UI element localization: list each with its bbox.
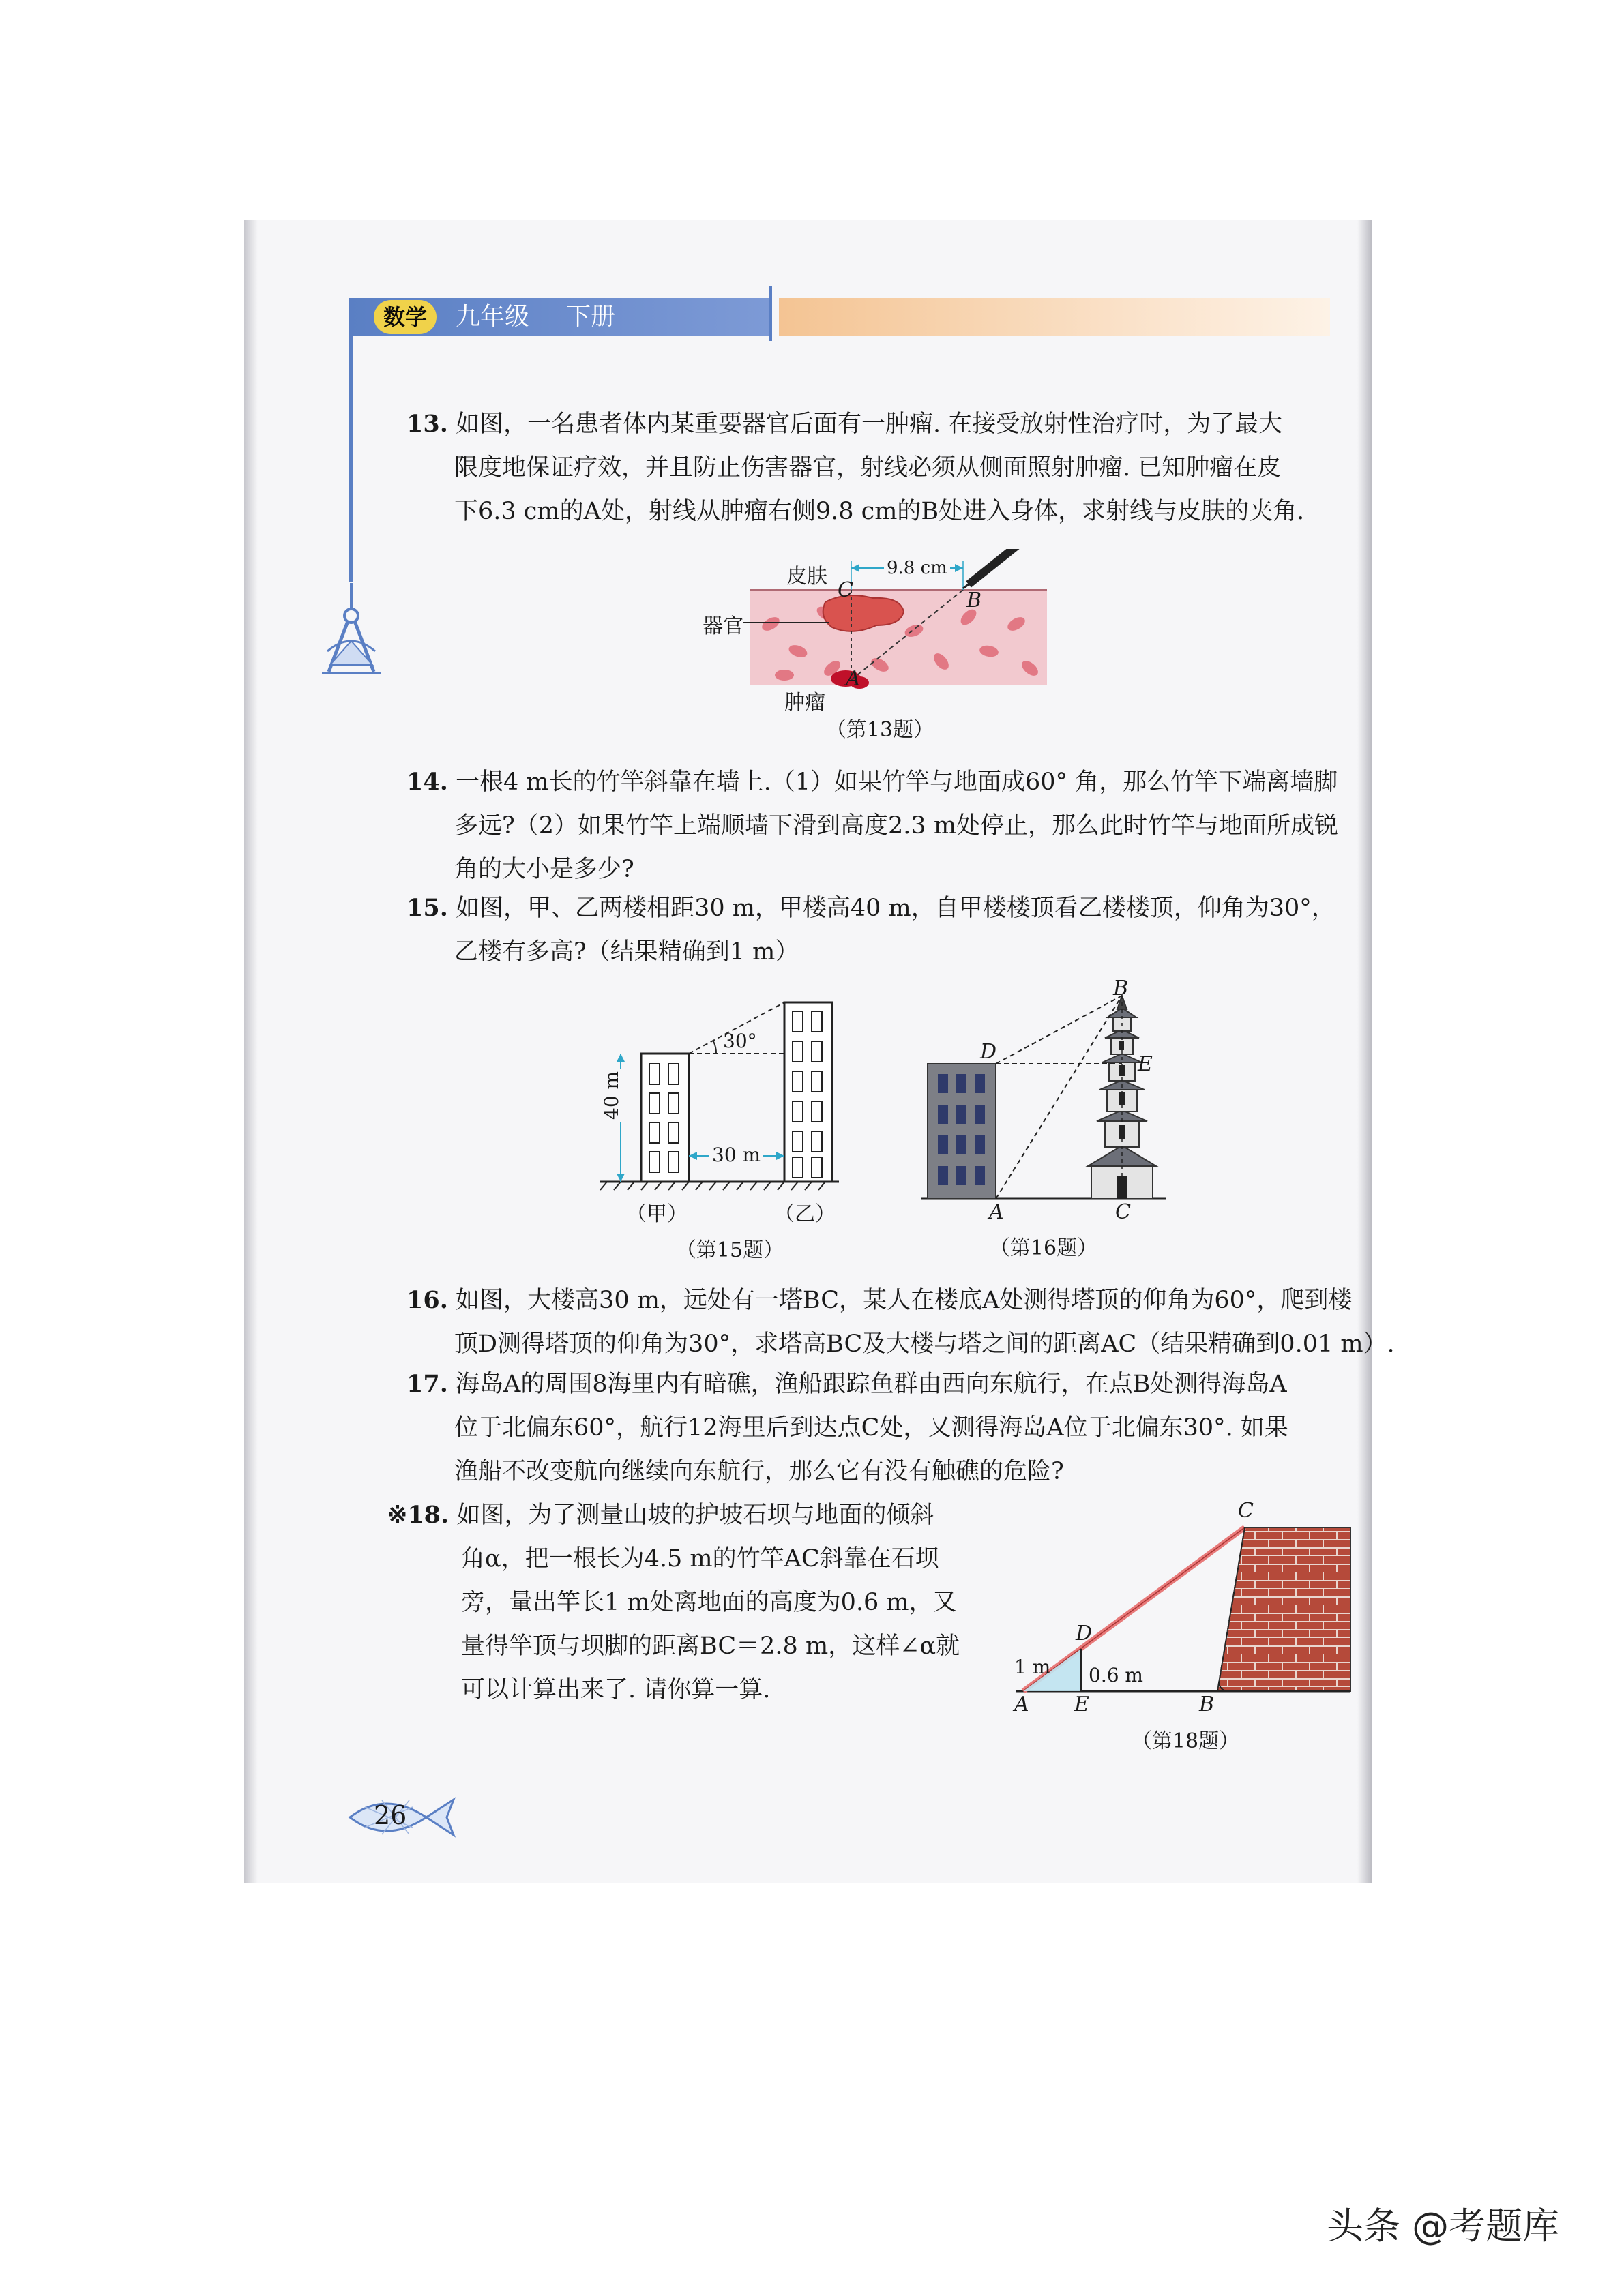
problem-text-line: 如图，大楼高30 m，远处有一塔BC，某人在楼底A处测得塔顶的仰角为60°，爬到楼 bbox=[456, 1287, 1353, 1314]
label-point-a: A bbox=[989, 1200, 1004, 1224]
label-building-a: （甲） bbox=[626, 1202, 688, 1226]
problem-text-line: 旁，量出竿长1 m处离地面的高度为0.6 m，又 bbox=[461, 1589, 957, 1616]
margin-line bbox=[349, 336, 353, 582]
problem-text-line: 下6.3 cm的A处，射线从肿瘤右侧9.8 cm的B处进入身体，求射线与皮肤的夹角. bbox=[454, 498, 1305, 525]
problem-number: 16. bbox=[407, 1286, 448, 1314]
label-distance: 9.8 cm bbox=[884, 558, 950, 578]
label-height-40: 40 m bbox=[600, 1069, 623, 1122]
label-point-d: D bbox=[980, 1040, 997, 1064]
problem-18 bbox=[387, 1493, 1001, 1712]
problem-number: 14. bbox=[407, 768, 448, 796]
figure-15-buildings bbox=[600, 985, 846, 1204]
problem-text-line: 渔船不改变航向继续向东航行，那么它有没有触礁的危险? bbox=[454, 1458, 1064, 1485]
problem-text-line: 角α，把一根长为4.5 m的竹竿AC斜靠在石坝 bbox=[461, 1545, 939, 1572]
figure-16-tower bbox=[914, 982, 1173, 1207]
subject-badge: 数学 bbox=[374, 300, 437, 334]
problem-text-line: 如图，为了测量山坡的护坡石坝与地面的倾斜 bbox=[456, 1502, 934, 1529]
header-separator bbox=[769, 286, 772, 341]
label-distance-30: 30 m bbox=[709, 1144, 763, 1166]
label-building-b: （乙） bbox=[774, 1202, 836, 1226]
label-point-e: E bbox=[1138, 1052, 1153, 1076]
header-gradient-bar bbox=[779, 298, 1330, 336]
label-point-c: C bbox=[1238, 1499, 1254, 1523]
label-length-ad: 1 m bbox=[1014, 1656, 1051, 1678]
label-point-b: B bbox=[1113, 976, 1129, 1000]
organ-pointer-line bbox=[743, 619, 832, 626]
figure-18-dam bbox=[1009, 1507, 1357, 1705]
problem-14 bbox=[407, 760, 1361, 891]
problem-text-line: 可以计算出来了. 请你算一算. bbox=[461, 1676, 771, 1703]
volume-label: 下册 bbox=[566, 303, 616, 331]
figure-16-caption: （第16题） bbox=[989, 1236, 1098, 1260]
problem-text-line: 限度地保证疗效，并且防止伤害器官，射线必须从侧面照射肿瘤. 已知肿瘤在皮 bbox=[454, 454, 1282, 481]
problem-text-line: 一根4 m长的竹竿斜靠在墙上.（1）如果竹竿与地面成60° 角，那么竹竿下端离墙脚 bbox=[456, 769, 1338, 796]
problem-text-line: 角的大小是多少? bbox=[454, 856, 634, 883]
label-length-de: 0.6 m bbox=[1089, 1664, 1143, 1686]
problem-16 bbox=[407, 1279, 1395, 1366]
figure-13-caption: （第13题） bbox=[825, 718, 934, 742]
label-point-a: A bbox=[1014, 1693, 1029, 1716]
label-angle-30: 30° bbox=[723, 1030, 757, 1052]
problem-text-line: 位于北偏东60°，航行12海里后到达点C处，又测得海岛A位于北偏东30°. 如果 bbox=[454, 1414, 1288, 1442]
label-tumor: 肿瘤 bbox=[784, 691, 825, 715]
label-point-b: B bbox=[966, 588, 982, 612]
label-point-b: B bbox=[1199, 1693, 1215, 1716]
problem-15 bbox=[407, 886, 1361, 974]
label-point-d: D bbox=[1076, 1622, 1093, 1645]
figure-18-caption: （第18题） bbox=[1131, 1729, 1240, 1753]
problem-number: 17. bbox=[407, 1370, 448, 1398]
grade-label: 九年级 bbox=[456, 303, 530, 331]
problem-text-line: 顶D测得塔顶的仰角为30°，求塔高BC及大楼与塔之间的距离AC（结果精确到0.01 m）. bbox=[454, 1330, 1395, 1358]
label-point-e: E bbox=[1074, 1693, 1089, 1716]
label-point-a: A bbox=[846, 667, 861, 691]
problem-text-line: 量得竿顶与坝脚的距离BC＝2.8 m，这样∠α就 bbox=[461, 1632, 960, 1660]
problem-text-line: 海岛A的周围8海里内有暗礁，渔船跟踪鱼群由西向东航行，在点B处测得海岛A bbox=[456, 1371, 1287, 1398]
page-number: 26 bbox=[374, 1800, 407, 1830]
label-point-c: C bbox=[1115, 1200, 1131, 1224]
problem-text-line: 如图，甲、乙两楼相距30 m，甲楼高40 m，自甲楼楼顶看乙楼楼顶，仰角为30°， bbox=[456, 895, 1335, 922]
problem-number: ※18. bbox=[387, 1501, 449, 1529]
label-point-c: C bbox=[838, 578, 853, 602]
problem-text-line: 如图，一名患者体内某重要器官后面有一肿瘤. 在接受放射性治疗时，为了最大 bbox=[456, 411, 1283, 438]
figure-15-caption: （第15题） bbox=[675, 1238, 784, 1262]
problem-17 bbox=[407, 1362, 1361, 1493]
page-shadow-left bbox=[244, 220, 258, 1883]
problem-13 bbox=[407, 402, 1361, 533]
problem-text-line: 多远?（2）如果竹竿上端顺墙下滑到高度2.3 m处停止，那么此时竹竿与地面所成锐 bbox=[454, 812, 1339, 839]
problem-number: 15. bbox=[407, 894, 448, 922]
problem-text-line: 乙楼有多高?（结果精确到1 m） bbox=[454, 938, 799, 966]
label-organ: 器官 bbox=[703, 614, 743, 638]
label-skin: 皮肤 bbox=[786, 565, 827, 588]
watermark: 头条 @考题库 bbox=[1327, 2205, 1560, 2248]
compass-icon bbox=[321, 583, 382, 679]
problem-number: 13. bbox=[407, 410, 448, 438]
